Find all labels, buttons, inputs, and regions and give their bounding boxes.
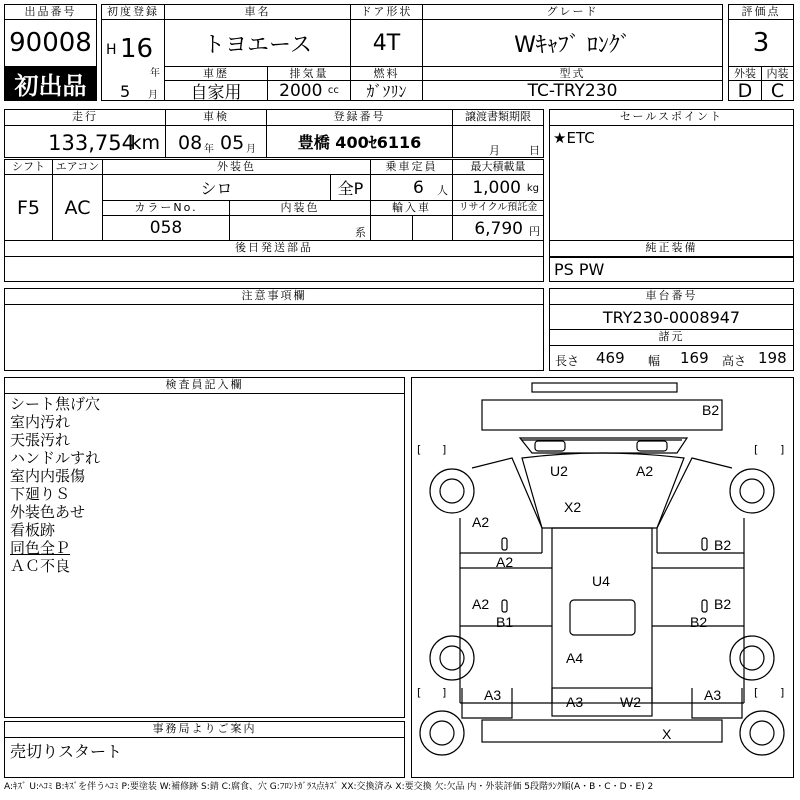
dims-cell bbox=[549, 345, 794, 371]
import-cell bbox=[370, 215, 413, 241]
height-label: 高さ bbox=[722, 354, 747, 368]
header-grid bbox=[101, 4, 794, 101]
score: 3 bbox=[728, 19, 794, 67]
recycle-label: リサイクル預託金 bbox=[452, 200, 544, 216]
ext-score: D bbox=[728, 80, 762, 101]
equipment-label: 純正装備 bbox=[549, 240, 794, 257]
notes-area bbox=[4, 304, 544, 371]
damage-mark: A2 bbox=[496, 554, 514, 570]
shift-label: シフト bbox=[4, 159, 53, 175]
door-type: 4T bbox=[350, 19, 423, 67]
recycle-unit: 円 bbox=[529, 225, 540, 238]
svg-text:]: ] bbox=[442, 686, 447, 699]
damage-diagram bbox=[411, 377, 794, 778]
era: H bbox=[106, 42, 117, 58]
inspector-notes bbox=[4, 393, 405, 718]
svg-text:]: ] bbox=[780, 443, 785, 456]
damage-mark: A3 bbox=[704, 687, 722, 703]
lot-number: 90008 bbox=[4, 20, 97, 66]
recycle-cell bbox=[452, 215, 544, 241]
car-name-label: 車名 bbox=[164, 4, 351, 20]
load-cell bbox=[452, 174, 544, 201]
model-code: TC-TRY230 bbox=[422, 80, 723, 101]
fuel: ｶﾞｿﾘﾝ bbox=[350, 80, 423, 101]
grade: Wｷｬﾌﾞ ﾛﾝｸﾞ bbox=[422, 19, 723, 67]
svg-text:]: ] bbox=[442, 443, 447, 456]
int-label: 内装 bbox=[761, 66, 794, 81]
width-label: 幅 bbox=[648, 354, 661, 368]
ext-label: 外装 bbox=[728, 66, 762, 81]
damage-mark: A2 bbox=[636, 463, 654, 479]
month-unit: 月 bbox=[148, 90, 158, 101]
reg-year: 16 bbox=[120, 34, 154, 64]
transfer-day-unit: 日 bbox=[529, 144, 540, 157]
color-label: 外装色 bbox=[102, 159, 371, 175]
damage-mark: U2 bbox=[550, 463, 568, 479]
grade-label: グレード bbox=[422, 4, 723, 20]
inspector-line: 看板跡 bbox=[10, 521, 56, 539]
import-label: 輸入車 bbox=[370, 200, 453, 216]
inspector-line: 天張汚れ bbox=[10, 431, 71, 449]
first-reg-label: 初度登録 bbox=[101, 4, 165, 20]
inspection-label: 車検 bbox=[165, 109, 267, 126]
mileage-unit: km bbox=[130, 132, 160, 154]
load-unit: kg bbox=[526, 183, 539, 194]
svg-text:[: [ bbox=[754, 443, 759, 456]
height: 198 bbox=[758, 349, 787, 367]
plate-label: 登録番号 bbox=[266, 109, 453, 126]
equipment: PS PW bbox=[554, 260, 605, 279]
load: 1,000 bbox=[472, 178, 521, 198]
damage-mark: B2 bbox=[690, 614, 708, 630]
width: 169 bbox=[680, 349, 709, 367]
ac: AC bbox=[52, 174, 103, 241]
damage-mark: A3 bbox=[484, 687, 502, 703]
notes-label: 注意事項欄 bbox=[4, 288, 544, 305]
disp-label: 排気量 bbox=[267, 66, 351, 81]
load-label: 最大積載量 bbox=[452, 159, 544, 175]
damage-mark: U4 bbox=[592, 573, 610, 589]
office-text: 売切りスタート bbox=[10, 742, 123, 761]
int-score: C bbox=[761, 80, 794, 101]
damage-mark: B2 bbox=[714, 537, 732, 553]
disp-unit: cc bbox=[327, 85, 339, 96]
legend: A:ｷｽﾞ U:ﾍｺﾐ B:ｷｽﾞを伴うﾍｺﾐ P:要塗装 W:補修跡 S:錆 C:腐食、穴 G:ﾌﾛﾝﾄｶﾞﾗｽ点ｷｽﾞ XX:交換済み X:要交換 欠:欠品 内・外装評価 5段階ﾗﾝｸ順(A・B・C・D・E) 2 bbox=[4, 782, 654, 792]
inspector-line: ハンドルすれ bbox=[10, 449, 101, 467]
seats-label: 乗車定員 bbox=[370, 159, 453, 175]
reg-month: 5 bbox=[120, 82, 131, 101]
first-reg-cell bbox=[101, 19, 165, 101]
damage-mark: B1 bbox=[496, 614, 514, 630]
model-label: 型式 bbox=[422, 66, 723, 81]
inspector-line: ＡＣ不良 bbox=[10, 557, 71, 575]
inspector-line: 室内内張傷 bbox=[10, 467, 86, 485]
intcolor-cell bbox=[229, 215, 371, 241]
score-label: 評価点 bbox=[728, 4, 794, 20]
displacement-cell bbox=[267, 80, 351, 101]
recycle-fee: 6,790 bbox=[474, 219, 523, 239]
damage-mark: A2 bbox=[472, 596, 490, 612]
svg-text:[: [ bbox=[754, 686, 759, 699]
damage-mark: B2 bbox=[702, 402, 720, 418]
inspection-year: 08 bbox=[178, 132, 203, 154]
transfer-month-unit: 月 bbox=[489, 144, 500, 157]
plate: 豊橋 400ｾ6116 bbox=[266, 125, 453, 158]
fuel-label: 燃料 bbox=[350, 66, 423, 81]
length: 469 bbox=[596, 349, 625, 367]
office-label: 事務局よりご案内 bbox=[4, 721, 405, 738]
displacement: 2000 bbox=[279, 80, 323, 101]
inspector-label: 検査員記入欄 bbox=[4, 377, 405, 394]
seats: 6 bbox=[413, 178, 424, 198]
mileage-cell bbox=[4, 125, 166, 158]
damage-mark: A3 bbox=[566, 694, 584, 710]
damage-mark: X2 bbox=[564, 499, 582, 515]
svg-text:[: [ bbox=[417, 686, 422, 699]
inspector-line: 同色全Ｐ bbox=[10, 539, 71, 557]
inspector-line: 室内汚れ bbox=[10, 413, 71, 431]
colorno-label: カラーNo. bbox=[102, 200, 230, 216]
inspection-month-unit: 月 bbox=[246, 144, 256, 155]
inspector-line: 外装色あせ bbox=[10, 503, 86, 521]
svg-text:[: [ bbox=[417, 443, 422, 456]
sales-point-text: ★ETC bbox=[553, 129, 595, 147]
car-name: トヨエース bbox=[164, 19, 351, 67]
length-label: 長さ bbox=[555, 354, 580, 368]
svg-text:]: ] bbox=[780, 686, 785, 699]
first-listing-badge: 初出品 bbox=[4, 66, 97, 101]
inspector-line: 下廻りＳ bbox=[10, 485, 71, 503]
seats-cell bbox=[370, 174, 453, 201]
later-parts bbox=[4, 256, 544, 282]
sales-label: セールスポイント bbox=[549, 109, 794, 126]
body-color: シロ bbox=[102, 174, 331, 201]
intcolor-label: 内装色 bbox=[229, 200, 371, 216]
damage-mark: X bbox=[662, 726, 672, 742]
later-parts-label: 後日発送部品 bbox=[4, 240, 544, 257]
damage-mark: B2 bbox=[714, 596, 732, 612]
shift: F5 bbox=[4, 174, 53, 241]
inspection-month: 05 bbox=[220, 132, 245, 154]
year-unit: 年 bbox=[150, 68, 160, 79]
chassis-label: 車台番号 bbox=[549, 288, 794, 305]
inspection-year-unit: 年 bbox=[204, 144, 214, 155]
mileage-label: 走行 bbox=[4, 109, 166, 126]
inspection-cell bbox=[165, 125, 267, 158]
equipment-cell bbox=[549, 256, 794, 282]
damage-mark: A2 bbox=[472, 514, 490, 530]
door-label: ドア形状 bbox=[350, 4, 423, 20]
history: 自家用 bbox=[164, 80, 268, 101]
lot-number-box bbox=[4, 4, 97, 101]
damage-mark: A4 bbox=[566, 650, 584, 666]
mileage: 133,754 bbox=[48, 131, 135, 155]
intcolor-unit: 系 bbox=[355, 226, 366, 239]
ac-label: エアコン bbox=[52, 159, 103, 175]
full-paint: 全P bbox=[330, 174, 371, 201]
import-cell-2 bbox=[412, 215, 453, 241]
chassis-number: TRY230-0008947 bbox=[549, 304, 794, 330]
damage-mark: W2 bbox=[620, 694, 641, 710]
transfer-cell bbox=[452, 125, 544, 158]
lot-number-label: 出品番号 bbox=[4, 4, 97, 20]
inspector-line: シート焦げ穴 bbox=[10, 395, 101, 413]
color-number: 058 bbox=[102, 215, 230, 241]
sales-point bbox=[549, 125, 794, 258]
transfer-label: 譲渡書類期限 bbox=[452, 109, 544, 126]
seats-unit: 人 bbox=[437, 184, 448, 197]
office-notes bbox=[4, 737, 405, 778]
history-label: 車歴 bbox=[164, 66, 268, 81]
dims-label: 諸元 bbox=[549, 329, 794, 346]
